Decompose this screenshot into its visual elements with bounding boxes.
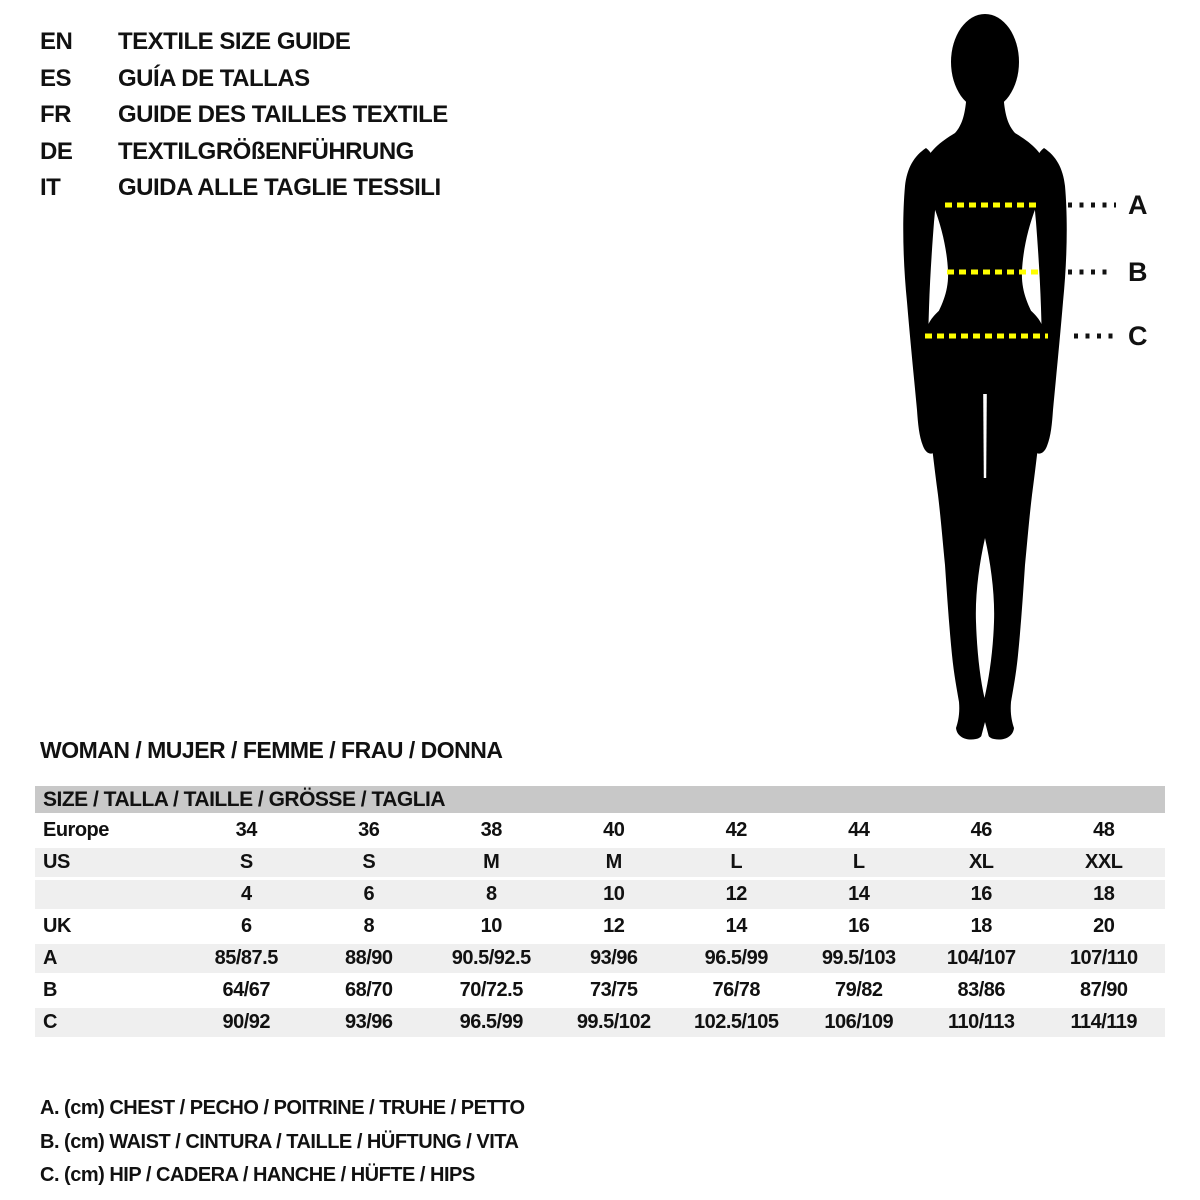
marker-label-c: C: [1128, 321, 1148, 351]
size-table: [35, 786, 1165, 1040]
language-row-de: [40, 134, 448, 171]
table-cell: 93/96: [344, 1011, 393, 1033]
table-cell: L: [852, 851, 865, 873]
table-cell: XL: [968, 851, 994, 873]
table-cell: 64/67: [222, 979, 271, 1001]
table-cell: 70/72.5: [459, 979, 523, 1001]
table-cell: 85/87.5: [214, 947, 278, 969]
table-row-a: [35, 944, 1165, 973]
table-row-us-numeric: [35, 880, 1165, 909]
table-cell: 104/107: [946, 947, 1016, 969]
table-cell: 8: [485, 883, 497, 905]
language-title: TEXTILGRÖßENFÜHRUNG: [118, 137, 414, 165]
language-title: TEXTILE SIZE GUIDE: [118, 28, 351, 56]
table-cell: 102.5/105: [694, 1011, 779, 1033]
table-row-c: [35, 1008, 1165, 1037]
marker-label-b: B: [1128, 257, 1148, 287]
table-cell: 68/70: [344, 979, 393, 1001]
table-row-uk: [35, 912, 1165, 941]
table-cell: 73/75: [589, 979, 638, 1001]
table-cell: 93/96: [589, 947, 638, 969]
table-row-europe: [35, 816, 1165, 845]
table-cell: 96.5/99: [704, 947, 768, 969]
language-code: IT: [40, 174, 61, 202]
table-cell: 42: [725, 819, 747, 841]
row-label: US: [43, 851, 70, 873]
legend-line-c: C. (cm) HIP / CADERA / HANCHE / HÜFTE / HIPS: [40, 1164, 475, 1187]
language-code: ES: [40, 64, 72, 92]
language-row-fr: [40, 97, 448, 134]
table-cell: S: [239, 851, 253, 873]
row-label: UK: [43, 915, 71, 937]
table-cell: 10: [603, 883, 625, 905]
section-title-woman: WOMAN / MUJER / FEMME / FRAU / DONNA: [40, 737, 503, 763]
table-cell: 18: [1093, 883, 1115, 905]
table-cell: 107/110: [1069, 947, 1138, 969]
table-cell: 88/90: [344, 947, 393, 969]
table-cell: 96.5/99: [459, 1011, 523, 1033]
table-cell: 14: [848, 883, 870, 905]
table-cell: 114/119: [1070, 1011, 1138, 1033]
table-cell: 16: [970, 883, 992, 905]
table-cell: S: [362, 851, 376, 873]
language-code: DE: [40, 137, 73, 165]
woman-silhouette: [860, 0, 1200, 750]
table-cell: 40: [603, 819, 625, 841]
table-cell: L: [730, 851, 743, 873]
row-label: C: [43, 1011, 57, 1033]
figure-area: [860, 0, 1200, 750]
table-cell: 44: [848, 819, 870, 841]
table-cell: 8: [363, 915, 375, 937]
table-cell: 79/82: [834, 979, 883, 1001]
table-cell: 76/78: [712, 979, 761, 1001]
table-cell: 87/90: [1079, 979, 1128, 1001]
language-row-it: [40, 170, 448, 207]
table-cell: 18: [970, 915, 992, 937]
size-table-header: SIZE / TALLA / TAILLE / GRÖSSE / TAGLIA: [35, 786, 1165, 813]
table-cell: 46: [970, 819, 992, 841]
legend-line-a: A. (cm) CHEST / PECHO / POITRINE / TRUHE / PETTO: [40, 1097, 525, 1120]
table-cell: 110/113: [947, 1011, 1015, 1033]
title-language-list: [40, 24, 448, 207]
table-cell: 90.5/92.5: [451, 947, 531, 969]
table-cell: 12: [603, 915, 625, 937]
table-cell: M: [605, 851, 622, 873]
size-table-body: [35, 816, 1165, 1037]
table-cell: 99.5/103: [821, 947, 896, 969]
table-cell: 6: [240, 915, 252, 937]
table-cell: 12: [725, 883, 747, 905]
row-label: A: [43, 947, 57, 969]
language-code: EN: [40, 28, 73, 56]
table-row-us: [35, 848, 1165, 877]
table-cell: XXL: [1085, 851, 1123, 873]
table-row-b: [35, 976, 1165, 1005]
table-cell: 6: [363, 883, 375, 905]
table-cell: 90/92: [222, 1011, 271, 1033]
table-cell: 16: [848, 915, 870, 937]
language-title: GUIDA ALLE TAGLIE TESSILI: [118, 174, 441, 202]
language-code: FR: [40, 101, 71, 129]
table-cell: 106/109: [824, 1011, 894, 1033]
row-label: B: [43, 979, 57, 1001]
table-cell: 48: [1093, 819, 1115, 841]
table-cell: 83/86: [957, 979, 1006, 1001]
table-cell: 14: [725, 915, 747, 937]
language-row-es: [40, 61, 448, 98]
language-row-en: [40, 24, 448, 61]
table-cell: M: [483, 851, 500, 873]
table-cell: 10: [480, 915, 502, 937]
table-cell: 38: [480, 819, 502, 841]
table-cell: 20: [1093, 915, 1115, 937]
row-label: Europe: [43, 819, 109, 841]
language-title: GUÍA DE TALLAS: [118, 64, 310, 92]
marker-label-a: A: [1128, 190, 1148, 220]
legend-line-b: B. (cm) WAIST / CINTURA / TAILLE / HÜFTUNG / VITA: [40, 1130, 519, 1153]
table-cell: 34: [235, 819, 257, 841]
language-title: GUIDE DES TAILLES TEXTILE: [118, 101, 448, 129]
table-cell: 99.5/102: [576, 1011, 651, 1033]
table-cell: 4: [240, 883, 252, 905]
table-cell: 36: [358, 819, 380, 841]
measurement-legend: [40, 1092, 525, 1193]
